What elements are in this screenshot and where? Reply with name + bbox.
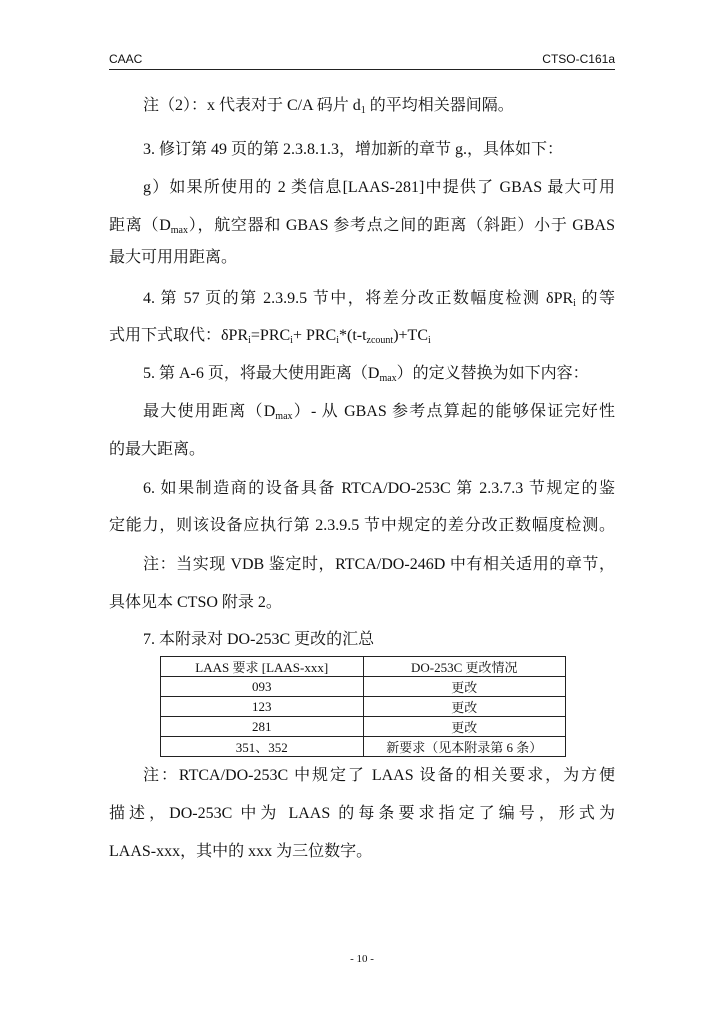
table-row (161, 737, 566, 757)
header-left: CAAC (109, 52, 143, 66)
table-cell: 更改 (363, 677, 566, 697)
header-rule (109, 69, 615, 70)
table-cell: 更改 (363, 697, 566, 717)
item-7: 7. 本附录对 DO-253C 更改的汇总 (143, 631, 375, 648)
definition-line-1: 最大使用距离$(D_{max})-$ 从 GBAS 参考点算起的能够保证完好性 (143, 403, 615, 422)
item-g-line-3: 最大可用用距离。 (109, 249, 238, 266)
table-row (161, 697, 566, 717)
laas-summary-table (160, 656, 566, 757)
item-3: 3. 修订第 49 页的第 2.3.8.1.3，增加新的章节 g.，具体如下： (143, 141, 564, 158)
note-vdb-line-2: 具体见本 CTSO 附录 2。 (109, 594, 282, 611)
table-cell: 123 (161, 697, 364, 717)
item-5: 5. 第 A-6 页，将最大使用距离$(D_{max})$的定义替换为如下内容： (143, 365, 589, 384)
note-laas-line-3: LAAS-xxx，其中的 xxx 为三位数字。 (109, 843, 373, 860)
table-cell: 351、352 (161, 737, 364, 757)
item-6-line-2: 定能力，则该设备应执行第 2.3.9.5 节中规定的差分改正数幅度检测。 (109, 517, 615, 534)
header-right: CTSO-C161a (542, 52, 615, 66)
table-cell: 新要求（见本附录第 6 条） (363, 737, 566, 757)
note-vdb-line-1: 注：当实现 VDB 鉴定时，RTCA/DO-246D 中有相关适用的章节， (143, 556, 615, 573)
table-row (161, 717, 566, 737)
item-4-line-1: 4. 第 57 页的第 2.3.9.5 节中，将差分改正数幅度检测 δPR$_i$ 的等 (143, 290, 615, 309)
table-header-cell: LAAS 要求 [LAAS-xxx] (161, 657, 364, 677)
table-row (161, 677, 566, 697)
table-cell: 281 (161, 717, 364, 737)
table-header-row (161, 657, 566, 677)
note-2: 注（2）：x 代表对于 C/A 码片 $d_1$ 的平均相关器间隔。 (143, 97, 514, 116)
table-cell: 更改 (363, 717, 566, 737)
item-4-line-2: 式用下式取代：$\delta PR_i=PRC_i+ PRC_i*(t-t_{zcount})+TC_i$ (109, 327, 431, 346)
item-g-line-1: g）如果所使用的 2 类信息[LAAS-281]中提供了 GBAS 最大可用 (143, 179, 615, 196)
definition-line-2: 的最大距离。 (109, 441, 206, 458)
table-cell: 093 (161, 677, 364, 697)
note-laas-line-2: 描述，DO-253C 中为 LAAS 的每条要求指定了编号，形式为 (109, 805, 615, 822)
note-laas-line-1: 注：RTCA/DO-253C 中规定了 LAAS 设备的相关要求，为方便 (143, 767, 615, 784)
page-number: - 10 - (350, 953, 374, 965)
page-header (109, 52, 615, 70)
table-header-cell: DO-253C 更改情况 (363, 657, 566, 677)
item-6-line-1: 6. 如果制造商的设备具备 RTCA/DO-253C 第 2.3.7.3 节规定的鉴 (143, 480, 615, 497)
item-g-line-2: 距离$(D_{max})$，航空器和 GBAS 参考点之间的距离（斜距）小于 GBAS (109, 217, 615, 236)
